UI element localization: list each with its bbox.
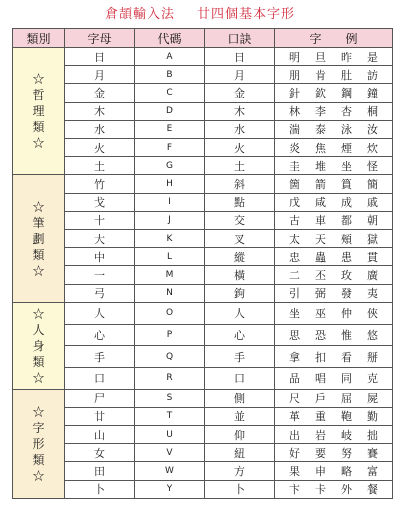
table-row [13, 324, 393, 346]
example-char: 簡 [367, 178, 378, 192]
mnemonic-cell: 側 [205, 389, 275, 407]
radical-cell: 中 [65, 248, 135, 266]
example-char: 鞄 [341, 410, 352, 424]
example-char: 獄 [367, 232, 378, 246]
example-char: 拙 [367, 428, 378, 442]
examples-cell [275, 389, 393, 407]
example-char: 仲 [341, 307, 352, 321]
example-char: 坐 [341, 159, 352, 173]
example-char: 針 [289, 87, 300, 100]
example-char: 悠 [367, 328, 378, 342]
radical-cell: 山 [65, 426, 135, 444]
example-char: 恐 [315, 328, 326, 342]
code-cell: C [135, 84, 205, 102]
example-char: 戊 [289, 196, 300, 210]
example-char: 略 [341, 465, 352, 478]
mnemonic-cell: 點 [205, 193, 275, 211]
category-cell [13, 175, 65, 302]
examples-cell [275, 407, 393, 425]
code-cell: S [135, 389, 205, 407]
code-cell: J [135, 211, 205, 229]
radical-cell: 口 [65, 367, 135, 389]
example-char: 戶 [315, 392, 326, 406]
example-char: 明 [289, 50, 300, 64]
table-row [13, 84, 393, 102]
example-char: 煙 [341, 141, 352, 155]
example-char: 餐 [367, 483, 378, 497]
radical-cell: 一 [65, 266, 135, 284]
table-row [13, 193, 393, 211]
code-cell: F [135, 139, 205, 157]
table-row [13, 444, 393, 462]
examples-cell [275, 302, 393, 324]
radical-cell: 廿 [65, 407, 135, 425]
examples-cell [275, 211, 393, 229]
code-cell: Q [135, 346, 205, 368]
table-row [13, 284, 393, 302]
table-row [13, 66, 393, 84]
example-char: 思 [289, 328, 300, 342]
category-cell [13, 48, 65, 175]
example-char: 欽 [315, 87, 326, 100]
radical-cell: 金 [65, 84, 135, 102]
example-char: 重 [315, 410, 326, 424]
mnemonic-cell: 口 [205, 367, 275, 389]
radical-cell: 尸 [65, 389, 135, 407]
example-char: 屍 [367, 392, 378, 406]
table-row [13, 266, 393, 284]
code-cell: R [135, 367, 205, 389]
table-row [13, 302, 393, 324]
code-cell: M [135, 266, 205, 284]
example-char: 箇 [289, 178, 300, 192]
example-char: 怪 [367, 159, 378, 173]
example-char: 朋 [289, 68, 300, 82]
example-char: 咸 [315, 196, 326, 210]
code-cell: E [135, 120, 205, 138]
mnemonic-cell: 仰 [205, 426, 275, 444]
example-char: 都 [341, 214, 352, 228]
example-char: 唱 [315, 372, 326, 386]
mnemonic-cell: 手 [205, 346, 275, 368]
example-char: 卡 [315, 483, 326, 497]
example-char: 杏 [341, 105, 352, 119]
example-char: 鋼 [341, 87, 352, 100]
examples-cell [275, 346, 393, 368]
header-examples: 字 例 [275, 29, 393, 48]
example-char: 訪 [367, 68, 378, 82]
table-row [13, 346, 393, 368]
mnemonic-cell: 縱 [205, 248, 275, 266]
radical-cell: 竹 [65, 175, 135, 193]
header-mnemonic: 口訣 [205, 29, 275, 48]
code-cell: P [135, 324, 205, 346]
table-row [13, 426, 393, 444]
examples-cell [275, 426, 393, 444]
example-char: 弼 [315, 287, 326, 301]
example-char: 外 [341, 483, 352, 497]
examples-cell [275, 84, 393, 102]
example-char: 炎 [289, 141, 300, 155]
examples-cell [275, 193, 393, 211]
example-char: 旦 [315, 50, 326, 64]
example-char: 出 [289, 428, 300, 442]
radical-cell: 弓 [65, 284, 135, 302]
table-row [13, 48, 393, 66]
table-row [13, 211, 393, 229]
radical-cell: 田 [65, 462, 135, 480]
example-char: 患 [341, 250, 352, 264]
code-cell: I [135, 193, 205, 211]
table-row [13, 248, 393, 266]
examples-cell [275, 462, 393, 480]
code-cell: L [135, 248, 205, 266]
table-row [13, 102, 393, 120]
table-row [13, 407, 393, 425]
example-char: 車 [315, 214, 326, 228]
examples-cell [275, 248, 393, 266]
example-char: 拿 [289, 350, 300, 364]
example-char: 太 [289, 232, 300, 246]
code-cell: V [135, 444, 205, 462]
table-body [13, 48, 393, 499]
mnemonic-cell: 人 [205, 302, 275, 324]
code-cell: U [135, 426, 205, 444]
radical-cell: 木 [65, 102, 135, 120]
examples-cell [275, 48, 393, 66]
examples-cell [275, 444, 393, 462]
examples-cell [275, 480, 393, 498]
title-sub: 廿四個基本字形 [197, 7, 296, 22]
example-char: 努 [341, 446, 352, 460]
code-cell: T [135, 407, 205, 425]
examples-cell [275, 367, 393, 389]
code-cell: W [135, 462, 205, 480]
radical-cell: 日 [65, 48, 135, 66]
table-row [13, 462, 393, 480]
table-row [13, 157, 393, 175]
mnemonic-cell: 交 [205, 211, 275, 229]
mnemonic-cell: 心 [205, 324, 275, 346]
mnemonic-cell: 月 [205, 66, 275, 84]
code-cell: Y [135, 480, 205, 498]
mnemonic-cell: 火 [205, 139, 275, 157]
category-label: ☆人身類☆ [32, 306, 45, 385]
code-cell: H [135, 175, 205, 193]
example-char: 古 [289, 214, 300, 228]
example-char: 賽 [367, 446, 378, 460]
category-cell [13, 389, 65, 498]
example-char: 勤 [367, 410, 378, 424]
category-label: ☆筆劃類☆ [32, 199, 45, 278]
example-char: 發 [341, 287, 352, 301]
example-char: 泳 [341, 123, 352, 137]
examples-cell [275, 175, 393, 193]
mnemonic-cell: 鉤 [205, 284, 275, 302]
example-char: 克 [367, 372, 378, 386]
example-char: 革 [289, 410, 300, 424]
radical-cell: 心 [65, 324, 135, 346]
radical-cell: 水 [65, 120, 135, 138]
example-char: 戚 [367, 196, 378, 210]
table-row [13, 139, 393, 157]
examples-cell [275, 120, 393, 138]
example-char: 巫 [315, 307, 326, 321]
category-cell [13, 302, 65, 389]
example-char: 貫 [367, 250, 378, 264]
example-char: 篔 [341, 178, 352, 192]
mnemonic-cell: 紐 [205, 444, 275, 462]
mnemonic-cell: 日 [205, 48, 275, 66]
code-cell: K [135, 230, 205, 248]
code-cell: B [135, 66, 205, 84]
mnemonic-cell: 橫 [205, 266, 275, 284]
radical-cell: 月 [65, 66, 135, 84]
example-char: 惟 [341, 328, 352, 342]
example-char: 二 [289, 269, 300, 283]
example-char: 湍 [289, 123, 300, 137]
example-char: 玫 [341, 269, 352, 283]
example-char: 申 [315, 465, 326, 478]
example-char: 岩 [315, 428, 326, 442]
example-char: 頰 [341, 232, 352, 246]
table-row [13, 480, 393, 498]
example-char: 屈 [341, 392, 352, 406]
mnemonic-cell: 並 [205, 407, 275, 425]
header-letter: 字母 [65, 29, 135, 48]
example-char: 是 [367, 50, 378, 64]
table-row [13, 367, 393, 389]
example-char: 扣 [315, 350, 326, 364]
examples-cell [275, 139, 393, 157]
example-char: 鐘 [367, 87, 378, 100]
table-row [13, 389, 393, 407]
example-char: 成 [341, 196, 352, 210]
radical-cell: 手 [65, 346, 135, 368]
header-code: 代碼 [135, 29, 205, 48]
example-char: 坐 [289, 307, 300, 321]
example-char: 好 [289, 446, 300, 460]
radical-cell: 女 [65, 444, 135, 462]
code-cell: G [135, 157, 205, 175]
examples-cell [275, 102, 393, 120]
example-char: 林 [289, 105, 300, 119]
examples-cell [275, 230, 393, 248]
example-char: 岐 [341, 428, 352, 442]
example-char: 炊 [367, 141, 378, 155]
examples-cell [275, 284, 393, 302]
example-char: 同 [341, 372, 352, 386]
example-char: 箭 [315, 178, 326, 192]
example-char: 朝 [367, 214, 378, 228]
title-main: 倉頡輸入法 [104, 7, 175, 22]
category-label: ☆哲理類☆ [32, 72, 45, 151]
radical-cell: 土 [65, 157, 135, 175]
table-row [13, 120, 393, 138]
radical-cell: 火 [65, 139, 135, 157]
example-char: 俠 [367, 307, 378, 321]
example-char: 忠 [289, 250, 300, 264]
example-char: 堆 [315, 159, 326, 173]
example-char: 肚 [341, 68, 352, 82]
example-char: 昨 [341, 50, 352, 64]
examples-cell [275, 66, 393, 84]
radical-cell: 人 [65, 302, 135, 324]
header-category: 類別 [13, 29, 65, 48]
examples-cell [275, 157, 393, 175]
radical-cell: 大 [65, 230, 135, 248]
example-char: 丕 [315, 269, 326, 283]
mnemonic-cell: 金 [205, 84, 275, 102]
code-cell: O [135, 302, 205, 324]
example-char: 廣 [367, 269, 378, 283]
example-char: 蟲 [315, 250, 326, 264]
code-cell: N [135, 284, 205, 302]
example-char: 掰 [367, 350, 378, 364]
examples-cell [275, 324, 393, 346]
example-char: 卞 [289, 483, 300, 497]
example-char: 桐 [367, 105, 378, 119]
example-char: 夷 [367, 287, 378, 301]
page-title [0, 3, 400, 22]
mnemonic-cell: 木 [205, 102, 275, 120]
example-char: 肯 [315, 68, 326, 82]
mnemonic-cell: 叉 [205, 230, 275, 248]
category-label: ☆字形類☆ [32, 404, 45, 483]
header-row [13, 29, 393, 48]
example-char: 圭 [289, 159, 300, 173]
mnemonic-cell: 土 [205, 157, 275, 175]
radicals-table [12, 28, 393, 499]
example-char: 看 [341, 350, 352, 364]
example-char: 焦 [315, 141, 326, 155]
example-char: 要 [315, 446, 326, 460]
example-char: 品 [289, 372, 300, 386]
example-char: 引 [289, 287, 300, 301]
mnemonic-cell: 斜 [205, 175, 275, 193]
mnemonic-cell: 卜 [205, 480, 275, 498]
example-char: 汝 [367, 123, 378, 137]
code-cell: D [135, 102, 205, 120]
example-char: 泰 [315, 123, 326, 137]
example-char: 天 [315, 232, 326, 246]
radical-cell: 十 [65, 211, 135, 229]
radical-cell: 卜 [65, 480, 135, 498]
code-cell: A [135, 48, 205, 66]
example-char: 李 [315, 105, 326, 119]
example-char: 尺 [289, 392, 300, 406]
table-row [13, 230, 393, 248]
examples-cell [275, 266, 393, 284]
table-row [13, 175, 393, 193]
radical-cell: 戈 [65, 193, 135, 211]
example-char: 果 [289, 465, 300, 478]
example-char: 富 [367, 465, 378, 478]
mnemonic-cell: 水 [205, 120, 275, 138]
mnemonic-cell: 方 [205, 462, 275, 480]
